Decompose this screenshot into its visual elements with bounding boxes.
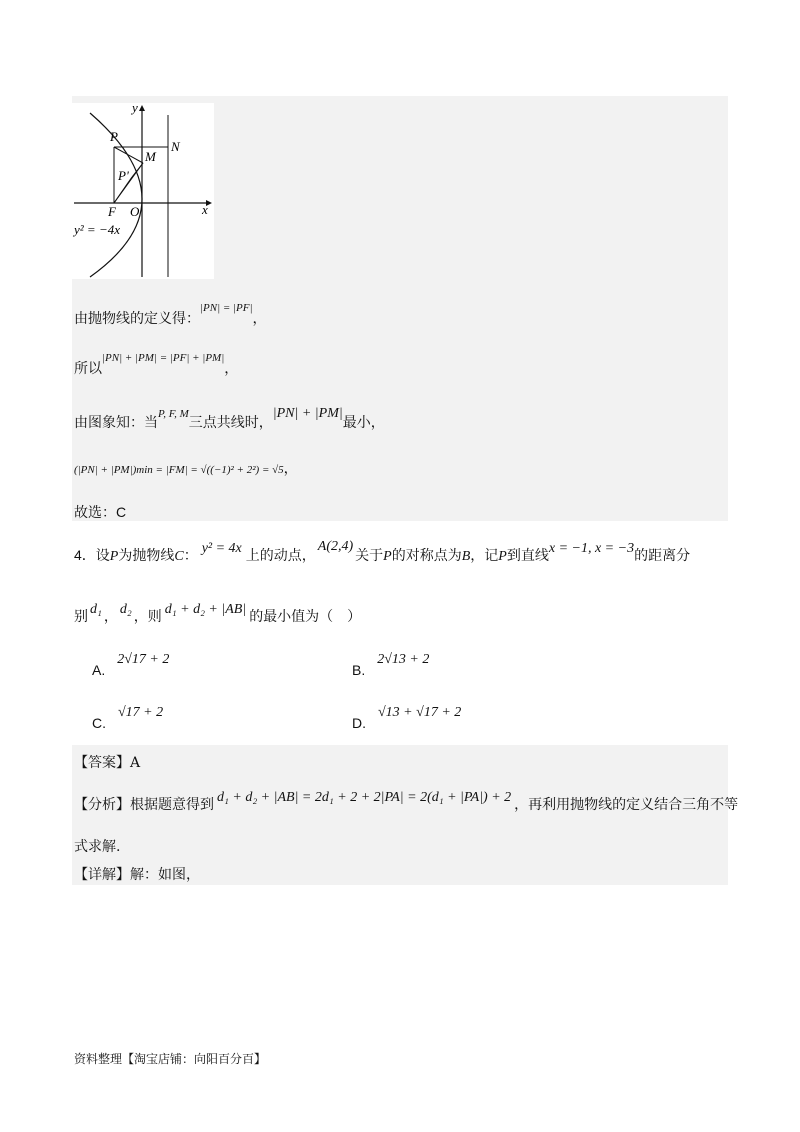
option-b[interactable] — [352, 650, 430, 678]
footer-note: 资料整理【淘宝店铺：向阳百分百】 — [74, 1052, 267, 1066]
q4-P: P — [109, 549, 119, 564]
fig-x-label: x — [202, 202, 208, 217]
line3-prefix: 由图象知：当 — [74, 415, 158, 431]
q4-d2: d₂ — [119, 602, 132, 617]
q4-P-3: P — [498, 549, 507, 564]
q4-text-c: 上的动点， — [245, 548, 316, 564]
q4-text-a: 设 — [95, 548, 110, 564]
q4-lines: x = −1, x = −3 — [548, 541, 635, 556]
option-d-label: D. — [352, 715, 366, 731]
detail-line: 【详解】解：如图， — [74, 867, 200, 883]
question-4-line-1 — [74, 539, 691, 565]
analysis-math: d₁ + d₂ + |AB| = 2d₁ + 2 + 2|PA| = 2(d₁ + |PA|) + 2 — [217, 790, 512, 805]
option-c[interactable] — [92, 703, 164, 731]
parabola-figure — [72, 103, 214, 279]
q4-text-i: 别 — [74, 609, 88, 625]
q4-expression: d₁ + d₂ + |AB| — [164, 602, 247, 617]
fig-F-label: F — [108, 204, 116, 219]
fig-M-label: M — [145, 149, 156, 164]
q4-text-h: 的距离分 — [634, 548, 691, 564]
line3-math: |PN| + |PM| — [272, 406, 343, 421]
line3-suffix: 最小， — [342, 415, 385, 431]
q4-parabola-eq: y² = 4x — [201, 541, 242, 556]
q4-text-b: 为抛物线 — [118, 548, 175, 564]
option-c-value: √17 + 2 — [118, 705, 164, 720]
option-a-value: 2√17 + 2 — [117, 652, 170, 667]
solution-answer: 故选：C — [74, 504, 127, 520]
line2-prefix: 所以 — [74, 361, 102, 377]
line2-suffix: ， — [224, 361, 239, 377]
analysis-tag: 【分析】根据题意得到 — [74, 797, 214, 813]
q4-colon: ： — [183, 548, 198, 564]
line1-suffix: ， — [252, 311, 267, 327]
q4-comma: ， — [103, 609, 118, 625]
q4-text-g: 到直线 — [506, 548, 549, 564]
q4-point-A: A(2,4) — [317, 539, 354, 554]
option-d-value: √13 + √17 + 2 — [378, 705, 462, 720]
q4-C: C — [174, 549, 184, 564]
option-d[interactable] — [352, 703, 462, 731]
q4-text-f: ，记 — [470, 548, 499, 564]
fig-N-label: N — [171, 139, 180, 154]
q4-text-d: 关于 — [355, 548, 384, 564]
q4-B: B — [461, 549, 471, 564]
fig-O-label: O — [130, 204, 140, 219]
line3-middle: 三点共线时， — [188, 415, 273, 431]
q4-text-e: 的对称点为 — [391, 548, 462, 564]
q4-d1: d₁ — [90, 602, 102, 617]
fig-y-label: y — [132, 103, 138, 115]
option-b-label: B. — [352, 662, 366, 678]
q4-text-j: ，则 — [133, 609, 162, 625]
line1-prefix: 由抛物线的定义得： — [74, 311, 200, 327]
q4-text-k: 的最小值为（ ） — [249, 609, 362, 625]
question-4-line-2 — [74, 602, 362, 626]
solution-line-4 — [74, 458, 298, 478]
analysis-line-2: 式求解. — [74, 839, 121, 855]
line2-math: |PN| + |PM| = |PF| + |PM| — [102, 352, 225, 364]
fig-P-label: P — [110, 129, 118, 144]
q4-P-2: P — [383, 549, 392, 564]
solution-line-1 — [74, 302, 267, 328]
line3-points: P, F, M — [158, 408, 189, 420]
solution-line-2 — [74, 352, 239, 378]
fig-curve-equation: y² = −4x — [74, 222, 120, 237]
line4-math: (|PN| + |PM|)min = |FM| = √((−1)² + 2²) = √5 — [74, 464, 284, 476]
fig-Pprime-label: P' — [118, 168, 129, 183]
option-b-value: 2√13 + 2 — [377, 652, 430, 667]
line4-suffix: ， — [283, 461, 298, 477]
option-a[interactable] — [92, 650, 170, 678]
analysis-rest: ，再利用抛物线的定义结合三角不等 — [514, 797, 739, 813]
question-number: 4． — [74, 547, 96, 563]
analysis-line — [74, 790, 739, 814]
solution-line-3 — [74, 406, 385, 432]
option-c-label: C. — [92, 715, 106, 731]
option-a-label: A. — [92, 662, 106, 678]
line1-math: |PN| = |PF| — [200, 302, 253, 314]
answer-line: 【答案】A — [74, 755, 141, 771]
